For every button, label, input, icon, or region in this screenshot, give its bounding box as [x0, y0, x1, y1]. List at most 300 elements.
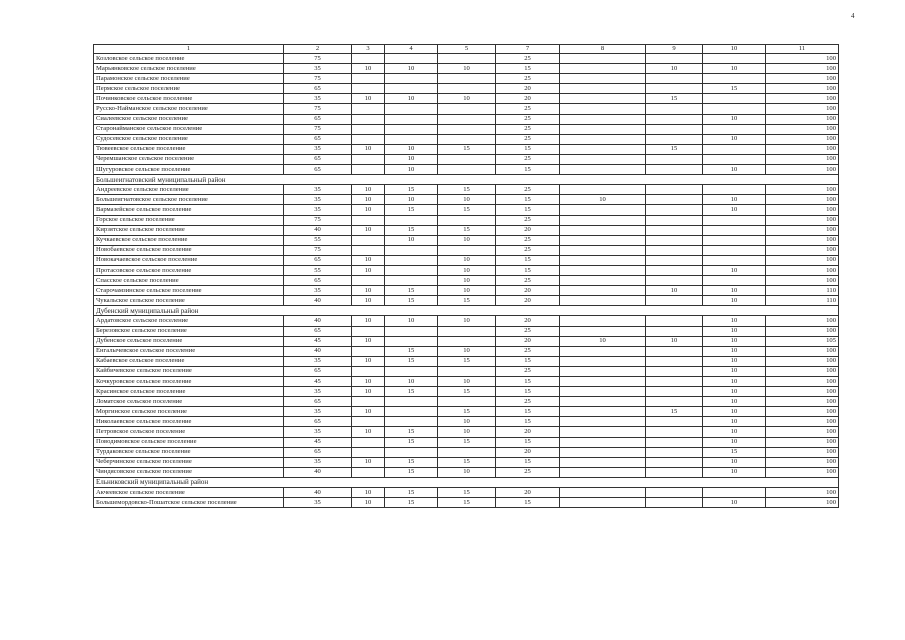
table-cell: 15	[438, 498, 496, 508]
settlement-name: Турдаковское сельское поселение	[94, 447, 284, 457]
table-cell: 15	[496, 195, 560, 205]
table-cell	[646, 255, 703, 265]
table-cell	[646, 225, 703, 235]
table-cell	[560, 225, 646, 235]
settlement-name: Старонайманское сельское поселение	[94, 124, 284, 134]
table-cell: 15	[496, 437, 560, 447]
table-cell: 10	[703, 134, 766, 144]
table-row	[94, 225, 839, 235]
table-cell: 25	[496, 124, 560, 134]
column-number-header: 5	[438, 45, 496, 54]
table-cell: 100	[766, 276, 839, 286]
table-cell: 65	[284, 447, 352, 457]
table-cell: 15	[438, 356, 496, 366]
table-cell: 10	[385, 235, 438, 245]
table-cell: 15	[646, 94, 703, 104]
table-cell	[352, 215, 385, 225]
table-cell: 65	[284, 366, 352, 376]
table-cell: 20	[496, 336, 560, 346]
table-cell: 25	[496, 245, 560, 255]
table-cell	[385, 336, 438, 346]
table-cell: 10	[703, 437, 766, 447]
table-cell	[385, 397, 438, 407]
table-cell: 10	[703, 165, 766, 175]
table-cell: 100	[766, 417, 839, 427]
table-cell	[438, 165, 496, 175]
table-cell: 20	[496, 286, 560, 296]
column-number-header: 10	[703, 45, 766, 54]
table-cell	[385, 114, 438, 124]
table-cell	[646, 326, 703, 336]
table-row	[94, 316, 839, 326]
table-cell	[385, 447, 438, 457]
settlement-name: Починковское сельское поселение	[94, 94, 284, 104]
table-cell: 10	[352, 316, 385, 326]
table-cell	[646, 457, 703, 467]
settlement-name: Парамонское сельское поселение	[94, 74, 284, 84]
table-row	[94, 165, 839, 175]
table-cell: 10	[385, 195, 438, 205]
table-cell: 10	[385, 144, 438, 154]
table-cell: 100	[766, 377, 839, 387]
table-cell: 15	[385, 427, 438, 437]
table-cell	[703, 124, 766, 134]
table-cell: 15	[438, 185, 496, 195]
table-cell: 35	[284, 195, 352, 205]
table-cell: 15	[496, 377, 560, 387]
table-cell: 15	[496, 165, 560, 175]
table-row	[94, 427, 839, 437]
table-cell: 75	[284, 124, 352, 134]
table-cell	[703, 488, 766, 498]
table-row	[94, 104, 839, 114]
table-cell	[560, 498, 646, 508]
settlement-name: Марьянковское сельское поселение	[94, 64, 284, 74]
table-cell: 100	[766, 74, 839, 84]
table-cell	[560, 316, 646, 326]
table-cell	[560, 387, 646, 397]
table-cell: 10	[703, 417, 766, 427]
table-cell: 100	[766, 144, 839, 154]
table-row	[94, 144, 839, 154]
table-cell: 100	[766, 488, 839, 498]
table-cell	[646, 195, 703, 205]
table-cell: 15	[385, 467, 438, 477]
table-cell	[646, 215, 703, 225]
table-cell: 10	[703, 467, 766, 477]
table-cell	[646, 74, 703, 84]
table-cell: 100	[766, 387, 839, 397]
table-cell: 25	[496, 104, 560, 114]
table-cell: 10	[703, 427, 766, 437]
table-cell: 55	[284, 265, 352, 275]
table-row	[94, 134, 839, 144]
table-cell	[385, 245, 438, 255]
table-cell	[646, 165, 703, 175]
table-cell: 10	[385, 154, 438, 164]
table-row	[94, 336, 839, 346]
table-row	[94, 366, 839, 376]
table-cell	[703, 255, 766, 265]
table-cell: 15	[496, 64, 560, 74]
table-cell	[438, 84, 496, 94]
table-cell: 100	[766, 124, 839, 134]
table-cell	[646, 124, 703, 134]
table-cell: 15	[385, 498, 438, 508]
table-cell	[560, 235, 646, 245]
table-cell	[646, 54, 703, 64]
table-cell	[438, 134, 496, 144]
table-cell: 100	[766, 366, 839, 376]
settlement-name: Русско-Найманское сельское поселение	[94, 104, 284, 114]
table-cell: 10	[352, 286, 385, 296]
table-cell: 65	[284, 255, 352, 265]
table-cell: 15	[438, 437, 496, 447]
table-cell: 20	[496, 94, 560, 104]
table-cell: 15	[438, 457, 496, 467]
table-row	[94, 154, 839, 164]
table-cell: 15	[438, 407, 496, 417]
table-cell	[646, 356, 703, 366]
table-cell: 100	[766, 457, 839, 467]
table-cell: 65	[284, 165, 352, 175]
table-cell: 55	[284, 235, 352, 245]
table-cell: 10	[352, 185, 385, 195]
table-cell: 25	[496, 326, 560, 336]
table-cell: 10	[703, 387, 766, 397]
table-cell: 10	[703, 377, 766, 387]
table-cell: 10	[703, 64, 766, 74]
table-cell	[560, 185, 646, 195]
table-cell	[352, 54, 385, 64]
table-cell: 25	[496, 54, 560, 64]
settlement-name: Чиндясовское сельское поселение	[94, 467, 284, 477]
table-cell: 10	[438, 286, 496, 296]
table-cell: 10	[703, 195, 766, 205]
table-cell: 15	[703, 447, 766, 457]
table-cell: 15	[496, 265, 560, 275]
table-cell	[703, 144, 766, 154]
table-cell: 10	[385, 316, 438, 326]
table-cell: 10	[352, 205, 385, 215]
table-cell	[560, 296, 646, 306]
table-cell	[560, 356, 646, 366]
table-cell	[352, 467, 385, 477]
table-cell	[560, 255, 646, 265]
table-cell	[560, 154, 646, 164]
table-cell: 100	[766, 255, 839, 265]
table-cell	[560, 134, 646, 144]
table-cell	[560, 457, 646, 467]
table-row	[94, 245, 839, 255]
table-row	[94, 498, 839, 508]
table-cell: 40	[284, 296, 352, 306]
table-cell: 15	[385, 346, 438, 356]
table-cell	[646, 154, 703, 164]
table-row	[94, 124, 839, 134]
table-cell: 35	[284, 185, 352, 195]
table-cell	[385, 215, 438, 225]
table-row	[94, 286, 839, 296]
table-cell	[703, 94, 766, 104]
table-cell: 10	[438, 195, 496, 205]
table-cell	[560, 165, 646, 175]
table-cell: 15	[438, 387, 496, 397]
table-cell: 35	[284, 144, 352, 154]
table-cell	[352, 276, 385, 286]
table-cell	[646, 397, 703, 407]
table-cell: 10	[352, 377, 385, 387]
table-cell: 100	[766, 346, 839, 356]
settlement-name: Енгалычевское сельское поселение	[94, 346, 284, 356]
table-cell: 45	[284, 336, 352, 346]
table-cell: 20	[496, 447, 560, 457]
table-cell: 10	[703, 205, 766, 215]
table-cell: 25	[496, 134, 560, 144]
table-cell: 65	[284, 326, 352, 336]
table-cell: 15	[385, 457, 438, 467]
table-cell	[352, 245, 385, 255]
table-cell: 100	[766, 316, 839, 326]
table-cell: 35	[284, 457, 352, 467]
table-row	[94, 488, 839, 498]
settlement-name: Дубенское сельское поселение	[94, 336, 284, 346]
table-cell: 25	[496, 215, 560, 225]
table-cell	[385, 366, 438, 376]
table-cell: 20	[496, 296, 560, 306]
table-cell	[352, 437, 385, 447]
table-cell	[560, 427, 646, 437]
table-cell	[385, 265, 438, 275]
table-cell	[385, 134, 438, 144]
table-cell: 40	[284, 488, 352, 498]
table-cell	[646, 346, 703, 356]
table-cell	[352, 346, 385, 356]
table-cell: 100	[766, 205, 839, 215]
table-cell: 10	[352, 498, 385, 508]
table-cell: 15	[496, 144, 560, 154]
table-cell	[560, 104, 646, 114]
table-cell: 100	[766, 326, 839, 336]
table-row	[94, 387, 839, 397]
table-cell	[646, 296, 703, 306]
table-row	[94, 356, 839, 366]
table-row	[94, 94, 839, 104]
table-row	[94, 255, 839, 265]
table-cell: 10	[352, 336, 385, 346]
table-cell	[646, 366, 703, 376]
table-row	[94, 185, 839, 195]
table-cell	[703, 104, 766, 114]
table-row	[94, 235, 839, 245]
table-cell: 10	[703, 366, 766, 376]
table-cell: 35	[284, 427, 352, 437]
table-cell: 75	[284, 245, 352, 255]
table-cell	[352, 447, 385, 457]
table-cell: 100	[766, 165, 839, 175]
column-number-header: 7	[496, 45, 560, 54]
district-row	[94, 306, 839, 316]
table-row	[94, 265, 839, 275]
table-cell	[352, 366, 385, 376]
table-cell: 15	[385, 296, 438, 306]
table-cell: 10	[703, 326, 766, 336]
table-cell: 20	[496, 427, 560, 437]
settlement-name: Андреевское сельское поселение	[94, 185, 284, 195]
table-cell	[560, 488, 646, 498]
table-cell: 25	[496, 397, 560, 407]
table-cell: 100	[766, 94, 839, 104]
table-cell	[560, 64, 646, 74]
table-cell: 45	[284, 437, 352, 447]
table-cell: 10	[352, 265, 385, 275]
table-cell	[438, 326, 496, 336]
table-cell: 15	[438, 488, 496, 498]
table-cell	[646, 134, 703, 144]
table-cell	[560, 447, 646, 457]
table-cell: 15	[385, 356, 438, 366]
table-cell	[560, 326, 646, 336]
column-number-header: 4	[385, 45, 438, 54]
table-cell: 10	[438, 255, 496, 265]
table-cell	[385, 124, 438, 134]
table-cell: 10	[352, 225, 385, 235]
column-number-header: 1	[94, 45, 284, 54]
settlement-name: Кайбичевское сельское поселение	[94, 366, 284, 376]
table-cell: 15	[438, 144, 496, 154]
settlement-name: Новокачаевское сельское поселение	[94, 255, 284, 265]
table-cell	[646, 488, 703, 498]
district-row	[94, 477, 839, 487]
table-cell: 10	[560, 195, 646, 205]
table-cell	[352, 84, 385, 94]
table-cell: 65	[284, 114, 352, 124]
table-row	[94, 467, 839, 477]
table-cell: 75	[284, 215, 352, 225]
table-cell: 100	[766, 437, 839, 447]
table-cell: 100	[766, 498, 839, 508]
table-cell	[703, 235, 766, 245]
table-cell: 10	[352, 427, 385, 437]
table-cell: 10	[703, 498, 766, 508]
table-cell	[352, 124, 385, 134]
table-cell: 100	[766, 185, 839, 195]
table-cell	[646, 387, 703, 397]
data-table	[93, 44, 839, 508]
table-cell	[646, 235, 703, 245]
column-number-header: 11	[766, 45, 839, 54]
table-cell	[385, 417, 438, 427]
settlement-name: Моргинское сельское поселение	[94, 407, 284, 417]
table-cell: 15	[496, 498, 560, 508]
table-cell	[560, 276, 646, 286]
table-cell: 110	[766, 296, 839, 306]
table-cell	[646, 467, 703, 477]
settlement-name: Чеберчинское сельское поселение	[94, 457, 284, 467]
table-cell: 10	[438, 276, 496, 286]
table-cell	[438, 154, 496, 164]
table-cell: 15	[496, 457, 560, 467]
table-cell: 10	[352, 64, 385, 74]
table-cell: 15	[438, 205, 496, 215]
table-cell: 65	[284, 397, 352, 407]
settlement-name: Пермское сельское поселение	[94, 84, 284, 94]
table-cell: 15	[496, 407, 560, 417]
table-cell	[385, 326, 438, 336]
table-cell	[646, 205, 703, 215]
settlement-name: Кучкаевское сельское поселение	[94, 235, 284, 245]
table-cell: 10	[352, 387, 385, 397]
table-cell	[560, 407, 646, 417]
table-cell: 100	[766, 114, 839, 124]
table-cell: 15	[496, 417, 560, 427]
table-cell: 10	[385, 94, 438, 104]
table-cell: 10	[385, 64, 438, 74]
table-cell	[385, 255, 438, 265]
table-cell	[646, 316, 703, 326]
table-cell: 15	[385, 387, 438, 397]
table-cell: 100	[766, 265, 839, 275]
settlement-name: Тювеевское сельское поселение	[94, 144, 284, 154]
table-cell: 25	[496, 276, 560, 286]
table-cell: 15	[385, 185, 438, 195]
settlement-name: Судосевское сельское поселение	[94, 134, 284, 144]
settlement-name: Новобаевское сельское поселение	[94, 245, 284, 255]
table-cell: 10	[703, 336, 766, 346]
table-cell: 15	[385, 488, 438, 498]
table-cell	[646, 84, 703, 94]
table-cell: 10	[438, 467, 496, 477]
table-cell: 10	[703, 286, 766, 296]
table-cell: 10	[703, 397, 766, 407]
settlement-name: Шугуровское сельское поселение	[94, 165, 284, 175]
table-cell: 15	[496, 387, 560, 397]
settlement-name: Петровское сельское поселение	[94, 427, 284, 437]
table-row	[94, 346, 839, 356]
table-cell: 100	[766, 215, 839, 225]
table-cell: 10	[352, 255, 385, 265]
table-cell: 10	[438, 346, 496, 356]
settlement-name: Черемшанское сельское поселение	[94, 154, 284, 164]
table-cell: 10	[352, 144, 385, 154]
table-cell	[560, 144, 646, 154]
table-cell: 10	[646, 64, 703, 74]
settlement-name: Большемордовско-Пошатское сельское поселение	[94, 498, 284, 508]
table-row	[94, 74, 839, 84]
district-row	[94, 175, 839, 185]
table-cell: 20	[496, 84, 560, 94]
table-cell	[560, 366, 646, 376]
table-cell	[646, 498, 703, 508]
table-cell: 35	[284, 356, 352, 366]
settlement-name: Спасское сельское поселение	[94, 276, 284, 286]
table-cell: 75	[284, 74, 352, 84]
table-cell: 100	[766, 356, 839, 366]
table-row	[94, 276, 839, 286]
table-cell: 10	[438, 417, 496, 427]
table-row	[94, 114, 839, 124]
settlement-name: Березовское сельское поселение	[94, 326, 284, 336]
table-cell: 65	[284, 417, 352, 427]
table-cell	[560, 377, 646, 387]
table-cell	[438, 104, 496, 114]
table-cell	[646, 114, 703, 124]
settlement-name: Сиалеевское сельское поселение	[94, 114, 284, 124]
settlement-name: Старочамзинское сельское поселение	[94, 286, 284, 296]
table-cell	[560, 437, 646, 447]
table-cell: 40	[284, 346, 352, 356]
table-cell	[560, 245, 646, 255]
